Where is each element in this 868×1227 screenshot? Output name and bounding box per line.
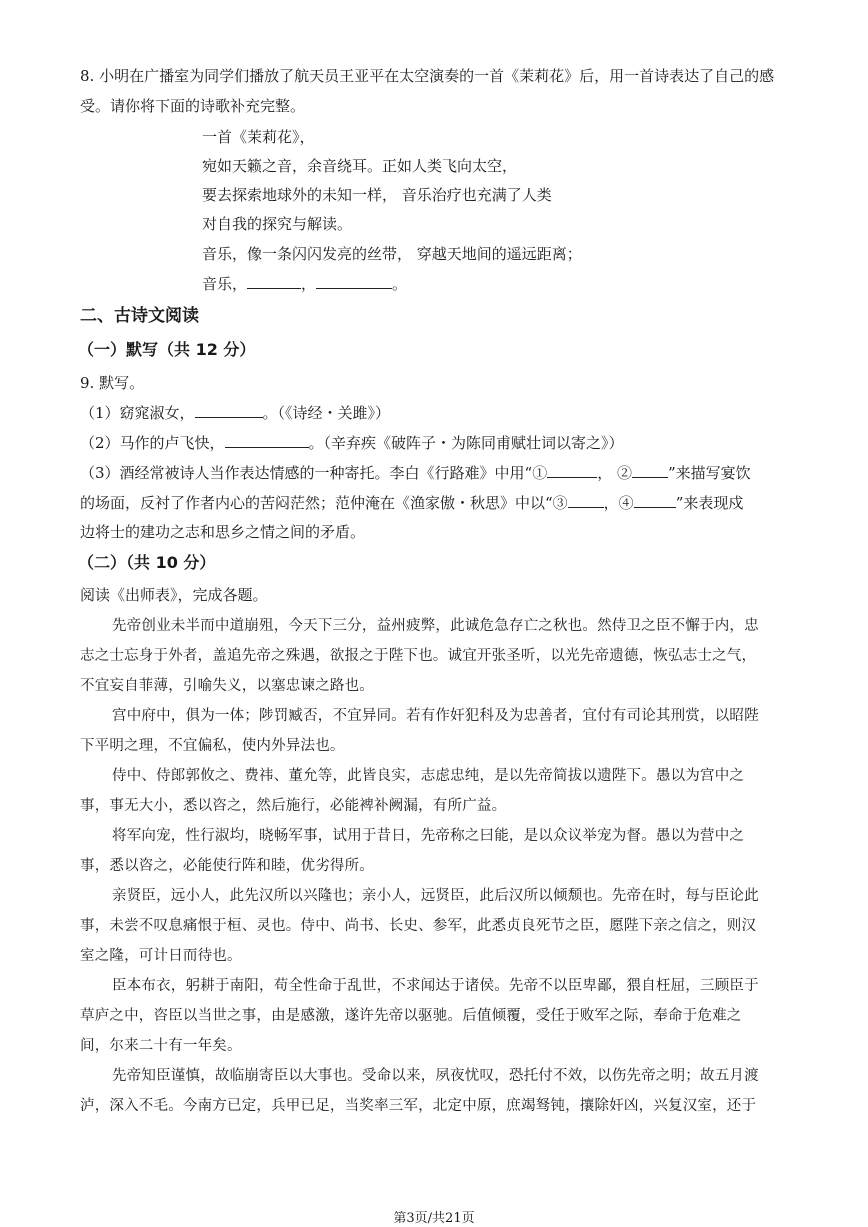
q9-item-3-line-3: 边将士的建功之志和思乡之情之间的矛盾。 [80,523,366,541]
poem-end: 。 [392,275,408,293]
q9-item-1-source: 。（《诗经・关雎》） [262,404,391,422]
page-number: 第3页/共21页 [393,1211,475,1226]
poem-last-prefix: 音乐， [202,275,248,293]
q9-item-3-sep: ， ② [597,464,632,482]
q9-item-3-tail-2: ”来表现戍 [675,494,744,512]
poem-line-6 [202,273,407,294]
section-heading: 二、古诗文阅读 [80,306,199,326]
answer-blank[interactable] [634,492,676,508]
answer-blank[interactable] [568,492,604,508]
answer-blank[interactable] [547,462,597,478]
part-heading-2: （二）（共 10 分） [78,553,216,572]
q9-title: 9. 默写。 [80,374,145,392]
passage-line: 事，事无大小，悉以咨之，然后施行，必能裨补阙漏，有所广益。 [80,798,507,814]
q9-item-2-text: （2）马作的卢飞快， [80,434,225,452]
q9-item-3-line-2 [80,492,743,513]
poem-comma: ， [301,275,317,293]
passage-line: 草庐之中，咨臣以当世之事，由是感激，遂许先帝以驱驰。后值倾覆，受任于败军之际，奉命于危难之 [80,1008,742,1024]
poem-line-5: 音乐，像一条闪闪发亮的丝带， 穿越天地间的遥远距离； [202,245,582,263]
reading-intro: 阅读《出师表》，完成各题。 [80,586,268,604]
part-heading: （一）默写（共 12 分） [78,340,256,359]
poem-line-1: 一首《茉莉花》， [202,128,315,146]
q9-item-2 [80,432,624,453]
q8-line-1: 8. 小明在广播室为同学们播放了航天员王亚平在太空演奏的一首《茉莉花》后，用一首诗表达了自己的感 [80,67,775,85]
answer-blank[interactable] [632,462,668,478]
passage-line: 事，悉以咨之，必能使行阵和睦，优劣得所。 [80,858,374,874]
q9-item-3-text: （3）酒经常被诗人当作表达情感的一种寄托。李白《行路难》中用“① [80,464,548,482]
q9-item-1 [80,402,390,423]
passage-line: 下平明之理，不宜偏私，使内外异法也。 [80,738,345,754]
passage-line: 臣本布衣，躬耕于南阳，苟全性命于乱世，不求闻达于诸侯。先帝不以臣卑鄙，猥自枉屈，三顾臣于 [112,978,759,994]
passage-line: 泸，深入不毛。今南方已定，兵甲已足，当奖率三军，北定中原，庶竭驽钝，攘除奸凶，兴复汉室，还于 [80,1098,757,1114]
poem-line-3: 要去探索地球外的未知一样， 音乐治疗也充满了人类 [202,186,552,204]
passage-line: 室之隆，可计日而待也。 [80,948,242,964]
passage-line: 不宜妄自菲薄，引喻失义，以塞忠谏之路也。 [80,678,374,694]
passage-line: 亲贤臣，远小人，此先汉所以兴隆也；亲小人，远贤臣，此后汉所以倾颓也。先帝在时，每与臣论此 [112,888,759,904]
passage-line: 先帝知臣谨慎，故临崩寄臣以大事也。受命以来，夙夜忧叹，恐托付不效，以伤先帝之明；故五月渡 [112,1068,759,1084]
q9-item-3-sep-2: ，④ [603,494,634,512]
passage-line: 事，未尝不叹息痛恨于桓、灵也。侍中、尚书、长史、参军，此悉贞良死节之臣，愿陛下亲之信之，则汉 [80,918,757,934]
poem-line-2: 宛如天籁之音，余音绕耳。正如人类飞向太空， [202,157,518,175]
q9-item-3-text-2: 的场面，反衬了作者内心的苦闷茫然；范仲淹在《渔家傲・秋思》中以“③ [80,494,568,512]
answer-blank[interactable] [225,432,309,448]
passage-line: 宫中府中，俱为一体；陟罚臧否，不宜异同。若有作奸犯科及为忠善者，宜付有司论其刑赏，以昭陛 [112,708,759,724]
passage-line: 先帝创业未半而中道崩殂，今天下三分，益州疲弊，此诚危急存亡之秋也。然侍卫之臣不懈于内，忠 [112,618,759,634]
q9-item-3-tail: ”来描写宴饮 [668,464,751,482]
passage-line: 间，尔来二十有一年矣。 [80,1038,242,1054]
answer-blank[interactable] [195,402,263,418]
q9-item-1-text: （1）窈窕淑女， [80,404,195,422]
answer-blank[interactable] [316,273,392,289]
q8-line-2: 受。请你将下面的诗歌补充完整。 [80,97,306,115]
q9-item-2-source: 。（辛弃疾《破阵子・为陈同甫赋壮词以寄之》） [308,434,624,452]
passage-line: 将军向宠，性行淑均，晓畅军事，试用于昔日，先帝称之曰能，是以众议举宠为督。愚以为营中之 [112,828,745,844]
passage-line: 志之士忘身于外者，盖追先帝之殊遇，欲报之于陛下也。诚宜开张圣听，以光先帝遗德，恢弘志士之气， [80,648,757,664]
q9-item-3-line-1 [80,462,751,483]
poem-line-4: 对自我的探究与解读。 [202,215,353,233]
passage-line: 侍中、侍郎郭攸之、费祎、董允等，此皆良实，志虑忠纯，是以先帝简拔以遗陛下。愚以为宫中之 [112,768,745,784]
answer-blank[interactable] [247,273,301,289]
